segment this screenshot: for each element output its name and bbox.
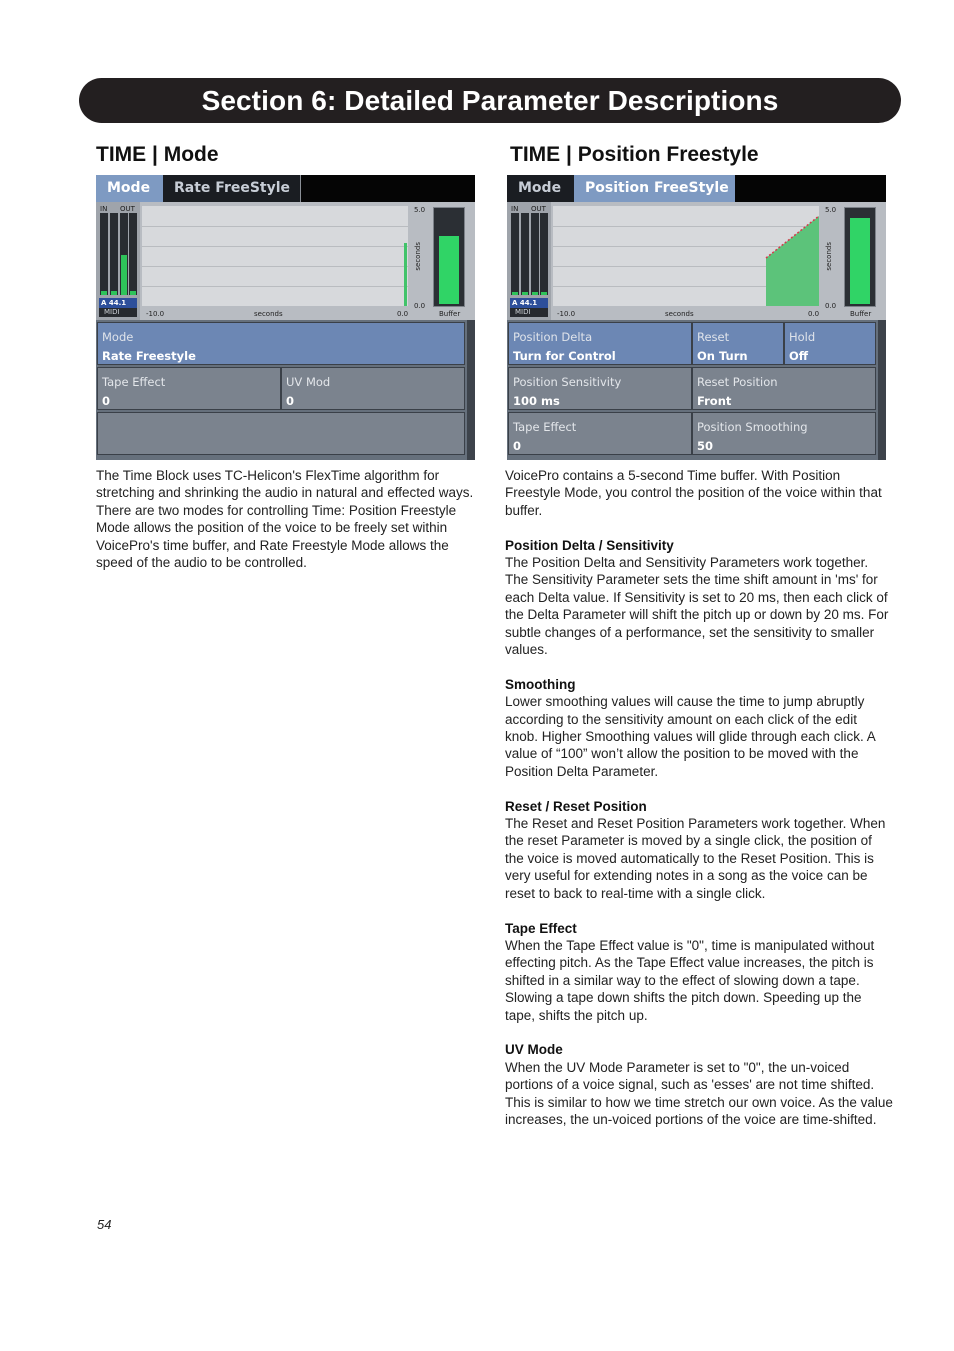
sample-rate-badge: A 44.1 — [510, 298, 548, 308]
section-paragraph: When the Tape Effect value is "0", time is manipulated without effecting pitch. As the Tape Effect value increases, the pitch is shifted in a similar way to the effect of slowing down a tape. Slowing a tape down shifts the pitch down. Speeding up the tape, shifts the pitch up. — [505, 937, 875, 1023]
param-label: Reset — [697, 330, 730, 344]
intro-paragraph: VoicePro contains a 5-second Time buffer. With Position Freestyle Mode, you control the position of the voice within that buffer. — [505, 468, 882, 518]
meter-in — [100, 213, 108, 295]
buffer-label: Buffer — [850, 310, 872, 318]
meter-in-label: IN — [100, 205, 108, 213]
param-value: 0 — [513, 439, 522, 453]
meter-out-label: OUT — [531, 205, 546, 213]
mode-param[interactable] — [97, 322, 465, 365]
parameter-panel — [96, 320, 475, 460]
section-heading: Smoothing — [505, 676, 576, 692]
param-value: On Turn — [697, 349, 748, 363]
time-position-freestyle-screenshot — [507, 175, 886, 460]
buffer-meter — [433, 207, 465, 307]
section-paragraph: The Reset and Reset Position Parameters work together. When the reset Parameter is moved by a single click, the position of the voice is moved automatically to the Reset Position. This is very useful for extending notes in a song as the voice can be reset to back to real-time with a single click. — [505, 816, 886, 901]
meter-out-right — [129, 213, 137, 295]
axis-vertical-label: seconds — [825, 242, 833, 271]
meter-out — [531, 213, 539, 295]
section-banner — [79, 78, 901, 123]
param-label: Hold — [789, 330, 816, 344]
param-label: Position Delta — [513, 330, 593, 344]
tab-rate-freestyle[interactable]: Rate FreeStyle — [163, 175, 301, 202]
left-column-title: TIME | Mode — [96, 143, 219, 166]
meter-out-label: OUT — [120, 205, 135, 213]
axis-x-left-label: -10.0 — [557, 310, 576, 318]
param-value: 0 — [286, 394, 295, 408]
section-paragraph: Lower smoothing values will cause the time to jump abruptly according to the sensitivity amount on each click of the edit knob. Higher Smoothing values will glide through each click. A value of “100” won’t allow the position to be moved with the Position Delta Parameter. — [505, 694, 875, 779]
axis-top-label: 5.0 — [414, 206, 426, 214]
param-label: Reset Position — [697, 375, 778, 389]
buffer-label: Buffer — [439, 310, 461, 318]
section-heading: Position Delta / Sensitivity — [505, 537, 674, 553]
right-description — [505, 467, 893, 1128]
parameter-panel — [507, 320, 886, 460]
tab-mode[interactable]: Mode — [96, 175, 163, 202]
param-label: Position Sensitivity — [513, 375, 622, 389]
section-heading: UV Mode — [505, 1042, 563, 1058]
time-buffer-trace — [553, 206, 819, 306]
position-smoothing-param[interactable] — [692, 412, 876, 455]
param-value: Front — [697, 394, 732, 408]
axis-x-right-label: 0.0 — [397, 310, 409, 318]
tab-bar — [96, 175, 475, 202]
section-paragraph: When the UV Mode Parameter is set to "0", the un-voiced portions of a voice signal, such as 'esses' are not time shifted. This is similar to how we time stretch our own voice. As the value increases, the un-voiced portions of the voice are time-shifted. — [505, 1059, 893, 1127]
axis-x-right-label: 0.0 — [808, 310, 820, 318]
section-title: Section 6: Detailed Parameter Descriptions — [201, 84, 779, 116]
buffer-meter — [844, 207, 876, 307]
midi-indicator: MIDI — [99, 308, 137, 317]
section-heading: Tape Effect — [505, 920, 577, 936]
time-plot — [142, 206, 408, 306]
meter-out — [120, 213, 128, 295]
tab-bar — [507, 175, 886, 202]
param-value: 50 — [697, 439, 714, 453]
axis-bottom-label: 0.0 — [825, 302, 837, 310]
param-value: Rate Freestyle — [102, 349, 196, 363]
axis-x-left-label: -10.0 — [146, 310, 165, 318]
left-description — [96, 467, 478, 571]
meter-in-right — [521, 213, 529, 295]
axis-x-mid-label: seconds — [665, 310, 694, 318]
tab-position-freestyle[interactable]: Position FreeStyle — [574, 175, 735, 202]
position-sensitivity-param[interactable] — [508, 367, 692, 410]
time-graph — [507, 202, 886, 320]
hold-param[interactable] — [784, 322, 876, 365]
buffer-fill — [439, 236, 459, 304]
empty-param-row — [97, 412, 465, 455]
param-value: 100 ms — [513, 394, 560, 408]
reset-param[interactable] — [692, 322, 784, 365]
section-heading: Reset / Reset Position — [505, 798, 647, 814]
axis-x-mid-label: seconds — [254, 310, 283, 318]
time-graph — [96, 202, 475, 320]
param-label: Tape Effect — [513, 420, 577, 434]
section-paragraph: The Position Delta and Sensitivity Parameters work together. The Sensitivity Parameter sets the time shift amount in 'ms' for each Delta value. If Sensitivity is set to 20 ms, then each click of the Delta Parameter will shift the pitch up or down by 20 ms. For subtle changes of a performance, set the sensitivity to smaller values. — [505, 555, 889, 658]
param-label: UV Mod — [286, 375, 331, 389]
param-label: Tape Effect — [102, 375, 166, 389]
buffer-fill — [850, 218, 870, 304]
time-plot — [553, 206, 819, 306]
left-body-paragraph: The Time Block uses TC-Helicon's FlexTime algorithm for stretching and shrinking the audio in natural and effected ways. There are two modes for controlling Time: Position Freestyle Mode allows the position of the voice to be freely set within VoicePro's time buffer, and Rate Freestyle Mode allows the speed of the audio to be controlled. — [96, 468, 474, 571]
sample-rate-badge: A 44.1 — [99, 298, 137, 308]
meter-in-label: IN — [511, 205, 519, 213]
param-scrollbar[interactable] — [878, 320, 886, 460]
io-meters — [96, 202, 140, 320]
time-mode-screenshot — [96, 175, 475, 460]
param-value: 0 — [102, 394, 111, 408]
meter-in — [511, 213, 519, 295]
axis-bottom-label: 0.0 — [414, 302, 426, 310]
midi-indicator: MIDI — [510, 308, 548, 317]
tape-effect-param[interactable] — [97, 367, 281, 410]
axis-top-label: 5.0 — [825, 206, 837, 214]
meter-out-right — [540, 213, 548, 295]
param-value: Off — [789, 349, 809, 363]
tab-mode[interactable]: Mode — [507, 175, 574, 202]
param-label: Position Smoothing — [697, 420, 808, 434]
uv-mod-param[interactable] — [281, 367, 465, 410]
tape-effect-param[interactable] — [508, 412, 692, 455]
position-delta-param[interactable] — [508, 322, 692, 365]
reset-position-param[interactable] — [692, 367, 876, 410]
right-column-title: TIME | Position Freestyle — [510, 143, 759, 166]
meter-in-right — [110, 213, 118, 295]
axis-vertical-label: seconds — [414, 242, 422, 271]
time-buffer-trace — [142, 206, 408, 306]
param-label: Mode — [102, 330, 134, 344]
page-number: 54 — [97, 1217, 112, 1232]
io-meters — [507, 202, 551, 320]
param-value: Turn for Control — [513, 349, 616, 363]
param-scrollbar[interactable] — [467, 320, 475, 460]
